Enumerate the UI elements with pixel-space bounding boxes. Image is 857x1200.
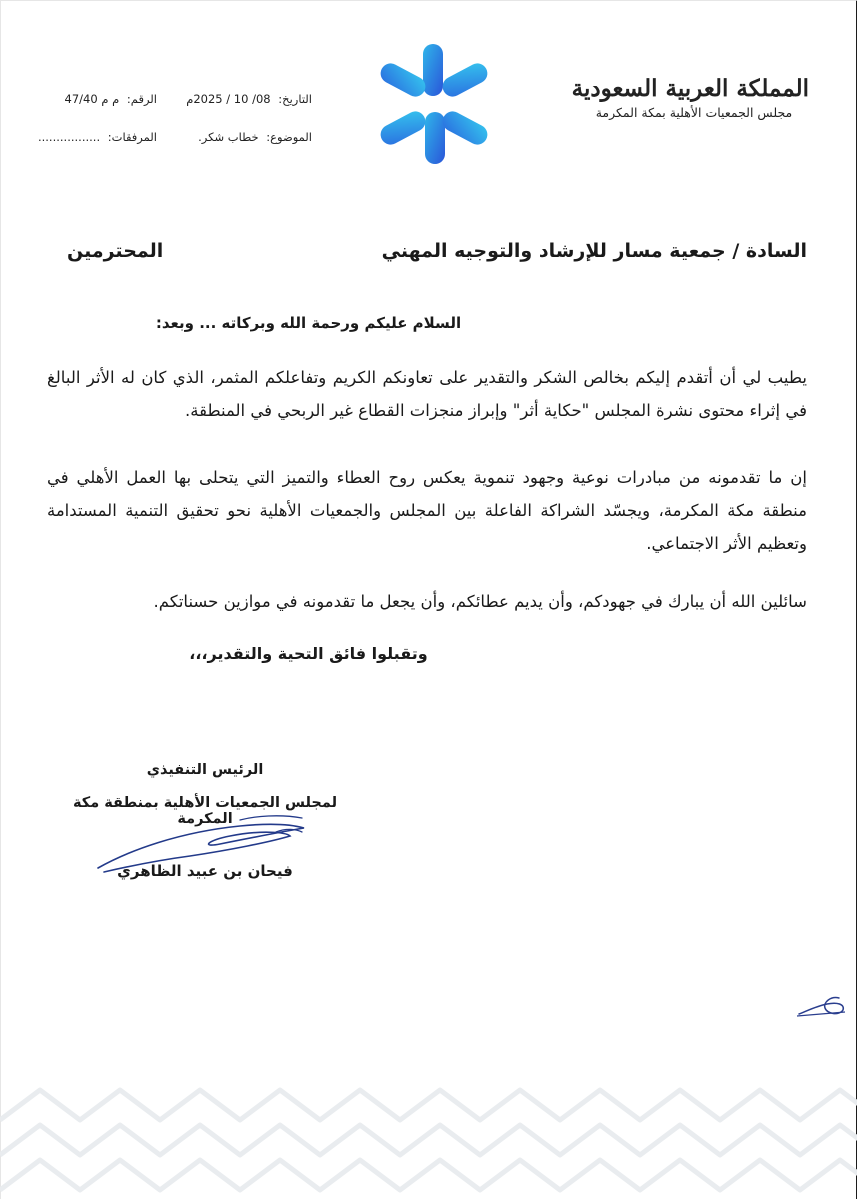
attachments-meta xyxy=(38,130,157,144)
attachments-value: ................. xyxy=(37,130,101,144)
signatory-organization: لمجلس الجمعيات الأهلية بمنطقة مكة المكرمة xyxy=(72,795,338,827)
date-label: التاريخ: xyxy=(278,92,312,106)
letterhead xyxy=(571,74,809,120)
subject-label: الموضوع: xyxy=(266,130,312,144)
signatory-title: الرئيس التنفيذي xyxy=(146,762,264,778)
addressee: السادة / جمعية مسار للإرشاد والتوجيه المهني xyxy=(381,240,807,262)
greeting: السلام عليكم ورحمة الله وبركاته ... وبعد: xyxy=(155,314,462,332)
reference-value: م م 47/40 xyxy=(64,92,120,106)
attachments-label: المرفقات: xyxy=(107,130,157,144)
closing: وتقبلوا فائق التحية والتقدير،،، xyxy=(189,644,428,663)
reference-meta xyxy=(65,92,157,106)
signatory-name: فيحان بن عبيد الظاهري xyxy=(117,862,293,880)
council-logo-icon xyxy=(377,42,492,166)
initials-mark xyxy=(793,990,851,1020)
decorative-footer-pattern xyxy=(0,1080,857,1200)
subject-meta xyxy=(198,130,312,144)
date-meta xyxy=(186,92,312,106)
paragraph-thanks: يطيب لي أن أتقدم إليكم بخالص الشكر والتقدير على تعاونكم الكريم وتفاعلكم المثمر، الذي كان له الأثر البالغ في إثراء محتوى نشرة المجلس "حكاية أثر" وإبراز منجزات القطاع غير الربحي في المنطقة. xyxy=(47,368,807,420)
paragraph-prayer: سائلين الله أن يبارك في جهودكم، وأن يديم عطائكم، وأن يجعل ما تقدمونه في موازين حسناتكم. xyxy=(153,592,807,611)
date-value: 08/ 10 / 2025م xyxy=(186,92,271,106)
honorific: المحترمين xyxy=(67,240,164,262)
council-name: مجلس الجمعيات الأهلية بمكة المكرمة xyxy=(595,105,793,120)
subject-value: خطاب شكر. xyxy=(198,130,259,144)
paragraph-initiatives: إن ما تقدمونه من مبادرات نوعية وجهود تنموية يعكس روح العطاء والتميز التي يتحلى بها العمل الأهلي في منطقة مكة المكرمة، ويجسّد الشراكة الفاعلة بين المجلس والجمعيات الأهلية نحو تحقيق التنمية المستدامة وتعظيم الأثر الاجتماعي. xyxy=(47,468,807,553)
kingdom-title: المملكة العربية السعودية xyxy=(571,75,809,102)
reference-label: الرقم: xyxy=(126,92,157,106)
